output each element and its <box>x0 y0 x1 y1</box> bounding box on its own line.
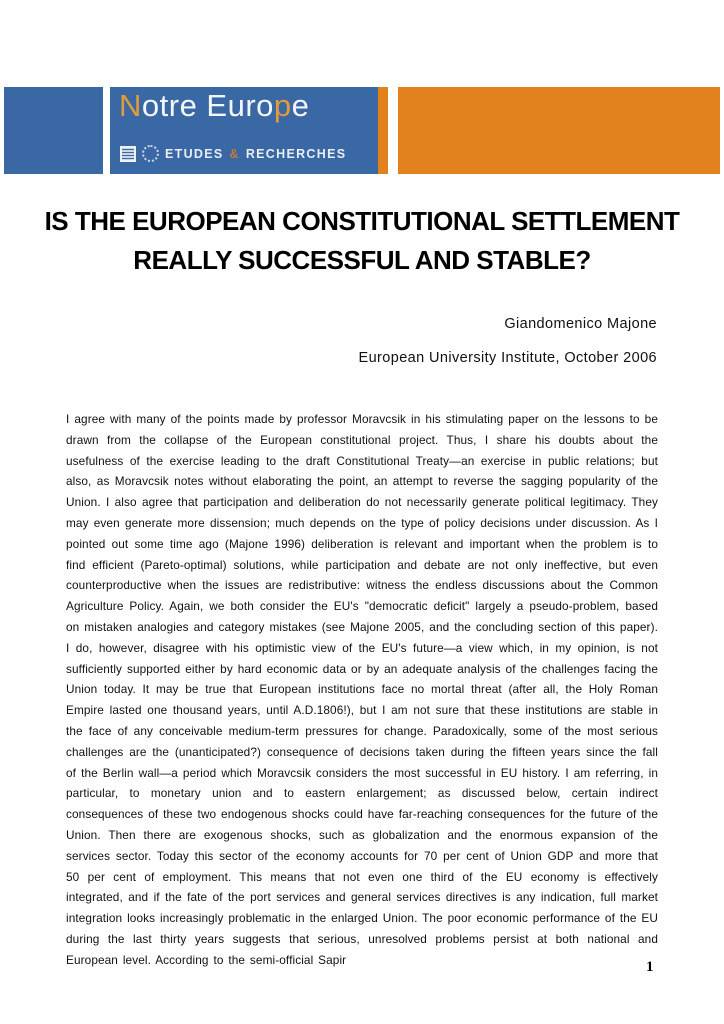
logo-wordmark <box>119 88 309 124</box>
logo-letters-mid: otre Euro <box>141 88 274 123</box>
author-affiliation: European University Institute, October 2006 <box>358 350 657 366</box>
logo-subtitle-row <box>120 145 346 162</box>
logo-subtitle-ampersand: & <box>229 146 240 161</box>
document-lines-icon <box>120 146 136 162</box>
paper-title-line1: IS THE EUROPEAN CONSTITUTIONAL SETTLEMENT <box>44 206 680 236</box>
header-blue-square <box>4 87 103 174</box>
header-orange-strip <box>378 87 388 174</box>
logo-letter-n: N <box>119 88 142 123</box>
logo-subtitle-recherches: RECHERCHES <box>245 146 347 161</box>
body-paragraph: I agree with many of the points made by professor Moravcsik in his stimulating paper on the lessons to be drawn from the collapse of the European constitutional project. Thus, I share his doubts about the usefulness of the exercise leading to the draft Constitutional Treaty—an exercise in public relations; but also, as Moravcsik notes without elaborating the point, an attempt to reverse the sagging popularity of the Union. I also agree that participation and deliberation do not necessarily generate political legitimacy. They may even generate more dissension; much depends on the type of policy decisions under discussion. As I pointed out some time ago (Majone 1996) deliberation is relevant and important when the problem is to find efficient (Pareto-optimal) solutions, while participation and debate are not only ineffective, but even counterproductive when the issues are redistributive: witness the endless discussions about the Common Agriculture Policy. Again, we both consider the EU's "democratic deficit" largely a pseudo-problem, based on mistaken analogies and category mistakes (see Majone 2005, and the concluding section of this paper). I do, however, disagree with his optimistic view of the EU's future—a view which, in my opinion, is not sufficiently supported either by hard economic data or by an adequate analysis of the challenges facing the Union today. It may be true that European institutions face no mortal threat (after all, the Holy Roman Empire lasted one thousand years, until A.D.1806!), but I am not sure that these institutions are stable in the face of any conceivable medium-term pressures for change. Paradoxically, some of the most serious challenges are the (unanticipated?) consequence of decisions taken during the fifteen years since the fall of the Berlin wall—a period which Moravcsik considers the most successful in EU history. I am referring, in particular, to monetary union and to eastern enlargement; as discussed below, certain indirect consequences of these two endogenous shocks could have far-reaching consequences for the future of the Union. Then there are exogenous shocks, such as globalization and the enormous expansion of the services sector. Today this sector of the economy accounts for 70 per cent of Union GDP and more that 50 per cent of employment. This means that not even one third of the EU economy is effectively integrated, and if the fate of the port services and general services directives is any indication, full market integration looks increasingly problematic in the enlarged Union. The poor economic performance of the EU during the last thirty years suggests that serious, unresolved problems persist at both national and European level. According to the semi-official Sapir <box>66 412 658 967</box>
logo-letter-p: p <box>273 88 292 123</box>
notre-europe-logo <box>110 87 378 174</box>
paper-title <box>40 202 684 280</box>
stars-circle-icon <box>142 145 159 162</box>
paper-title-line2: REALLY SUCCESSFUL AND STABLE? <box>133 245 591 275</box>
logo-letter-e: e <box>291 88 310 123</box>
header-orange-band <box>398 87 720 174</box>
page-number: 1 <box>646 959 654 975</box>
logo-subtitle-etudes: ETUDES <box>165 146 224 161</box>
author-name: Giandomenico Majone <box>504 316 657 332</box>
